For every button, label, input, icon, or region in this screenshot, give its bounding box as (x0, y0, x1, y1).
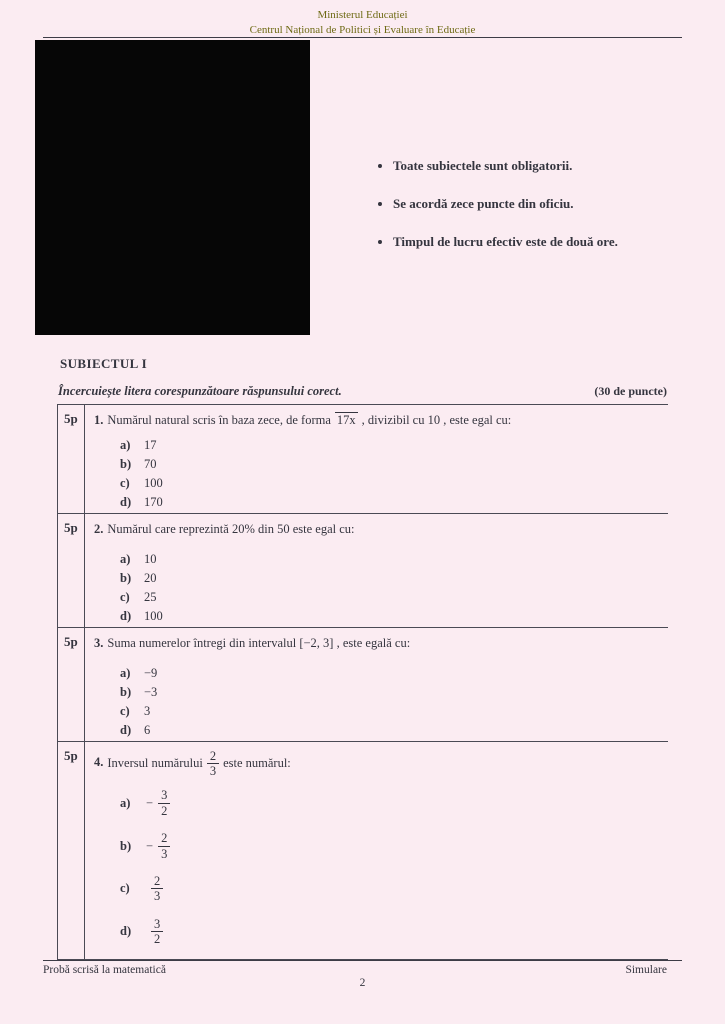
minus-sign: − (146, 838, 154, 853)
overline-number: 17x (336, 413, 356, 427)
question-3-statement: Suma numerelor întregi din intervalul [−2, 3] , este egală cu: (107, 635, 411, 650)
instruction-text: Încercuiește litera corespunzătoare răspunsului corect. (58, 384, 342, 398)
option-label: b) (120, 838, 132, 853)
question-4-body (85, 742, 668, 960)
fraction (151, 874, 163, 904)
option-a (120, 788, 658, 818)
option-c (120, 874, 658, 904)
option-value: 70 (144, 456, 157, 471)
fraction-numerator: 3 (151, 917, 163, 932)
minus-sign: − (146, 795, 154, 810)
option-label: a) (120, 665, 131, 680)
question-4-prefix: Inversul numărului (107, 755, 203, 770)
document-header (0, 8, 725, 39)
option-label: a) (120, 437, 131, 452)
rule-item: • Se acordă zece puncte din oficiu. (393, 196, 677, 212)
rule-item: • Toate subiectele sunt obligatorii. (393, 158, 677, 174)
option-label: c) (120, 589, 130, 604)
question-3-options (120, 665, 658, 738)
question-3-number: 3. (94, 635, 104, 650)
fraction-denominator: 3 (154, 889, 161, 904)
fraction (207, 749, 219, 779)
option-value: 17 (144, 437, 157, 452)
option-label: d) (120, 494, 132, 509)
option-b (120, 831, 658, 861)
question-2-text (94, 521, 658, 538)
option-a (120, 665, 658, 681)
option-label: b) (120, 456, 132, 471)
ministry-title: Ministerul Educației (317, 9, 408, 21)
option-label: b) (120, 570, 132, 585)
footer-exam-type: Probă scrisă la matematică (43, 964, 166, 976)
option-value: −3 (144, 684, 158, 699)
question-4-number: 4. (94, 755, 104, 770)
question-3-points: 5p (58, 628, 85, 741)
option-value: 100 (144, 475, 163, 490)
fraction-numerator: 2 (151, 874, 163, 889)
page-number: 2 (359, 977, 366, 989)
question-4-suffix: este numărul: (223, 755, 291, 770)
question-4-points: 5p (58, 742, 85, 960)
section-points: (30 de puncte) (594, 384, 667, 398)
option-a (120, 437, 658, 453)
option-c (120, 475, 658, 491)
question-3-body (85, 628, 668, 741)
option-value: 3 (144, 703, 151, 718)
question-1-points: 5p (58, 405, 85, 513)
fraction (151, 917, 163, 947)
question-2-options (120, 551, 658, 624)
option-d (120, 608, 658, 624)
fraction-numerator: 2 (207, 749, 219, 764)
question-1-suffix: , divizibil cu 10 , este egal cu: (361, 413, 512, 427)
rule-item: • Timpul de lucru efectiv este de două ore. (393, 234, 677, 250)
fraction-numerator: 3 (158, 788, 170, 803)
option-c (120, 589, 658, 605)
option-label: d) (120, 722, 132, 737)
option-b (120, 456, 658, 472)
question-3-text (94, 635, 658, 652)
option-label: a) (120, 795, 131, 810)
question-1-number: 1. (94, 413, 104, 427)
redacted-block (35, 40, 310, 335)
fraction-denominator: 2 (154, 932, 161, 946)
question-1-prefix: Numărul natural scris în baza zece, de forma (107, 413, 331, 427)
question-row-2 (58, 513, 668, 627)
question-row-1 (58, 405, 668, 513)
fraction-numerator: 2 (158, 831, 170, 846)
option-label: c) (120, 881, 130, 896)
option-value: 10 (144, 551, 157, 566)
question-2-statement: Numărul care reprezintă 20% din 50 este egal cu: (107, 521, 355, 536)
option-label: c) (120, 703, 130, 718)
option-value: −9 (144, 665, 158, 680)
option-value: 100 (144, 608, 163, 623)
option-b (120, 684, 658, 700)
option-label: a) (120, 551, 131, 566)
option-c (120, 703, 658, 719)
question-4-text (94, 749, 658, 779)
question-1-text (94, 412, 658, 429)
option-value: 170 (144, 494, 163, 509)
fraction-denominator: 2 (161, 803, 168, 818)
footer-divider (43, 960, 682, 961)
fraction-denominator: 3 (161, 846, 168, 861)
center-title: Centrul Național de Politici și Evaluare în Educație (249, 24, 476, 37)
option-label: d) (120, 924, 132, 938)
option-value: 6 (144, 722, 151, 737)
option-d (120, 917, 658, 947)
option-a (120, 551, 658, 567)
option-label: d) (120, 608, 132, 623)
fraction (158, 788, 170, 818)
questions-table (57, 404, 668, 960)
question-1-options (120, 437, 658, 510)
question-2-number: 2. (94, 521, 104, 536)
question-row-3 (58, 627, 668, 741)
fraction-denominator: 3 (209, 764, 217, 778)
exam-rules-list (377, 158, 677, 272)
option-d (120, 494, 658, 510)
option-value: 25 (144, 589, 157, 604)
question-2-points: 5p (58, 514, 85, 627)
question-2-body (85, 514, 668, 627)
fraction (158, 831, 170, 861)
section-title: SUBIECTUL I (60, 356, 148, 371)
option-label: b) (120, 684, 132, 699)
option-d (120, 722, 658, 738)
option-label: c) (120, 475, 130, 490)
question-1-body (85, 405, 668, 513)
option-value: 20 (144, 570, 157, 585)
question-row-4 (58, 741, 668, 960)
footer-session: Simulare (625, 964, 667, 976)
header-divider (43, 37, 682, 38)
option-b (120, 570, 658, 586)
instruction-row (58, 384, 667, 399)
question-4-options (120, 788, 658, 946)
